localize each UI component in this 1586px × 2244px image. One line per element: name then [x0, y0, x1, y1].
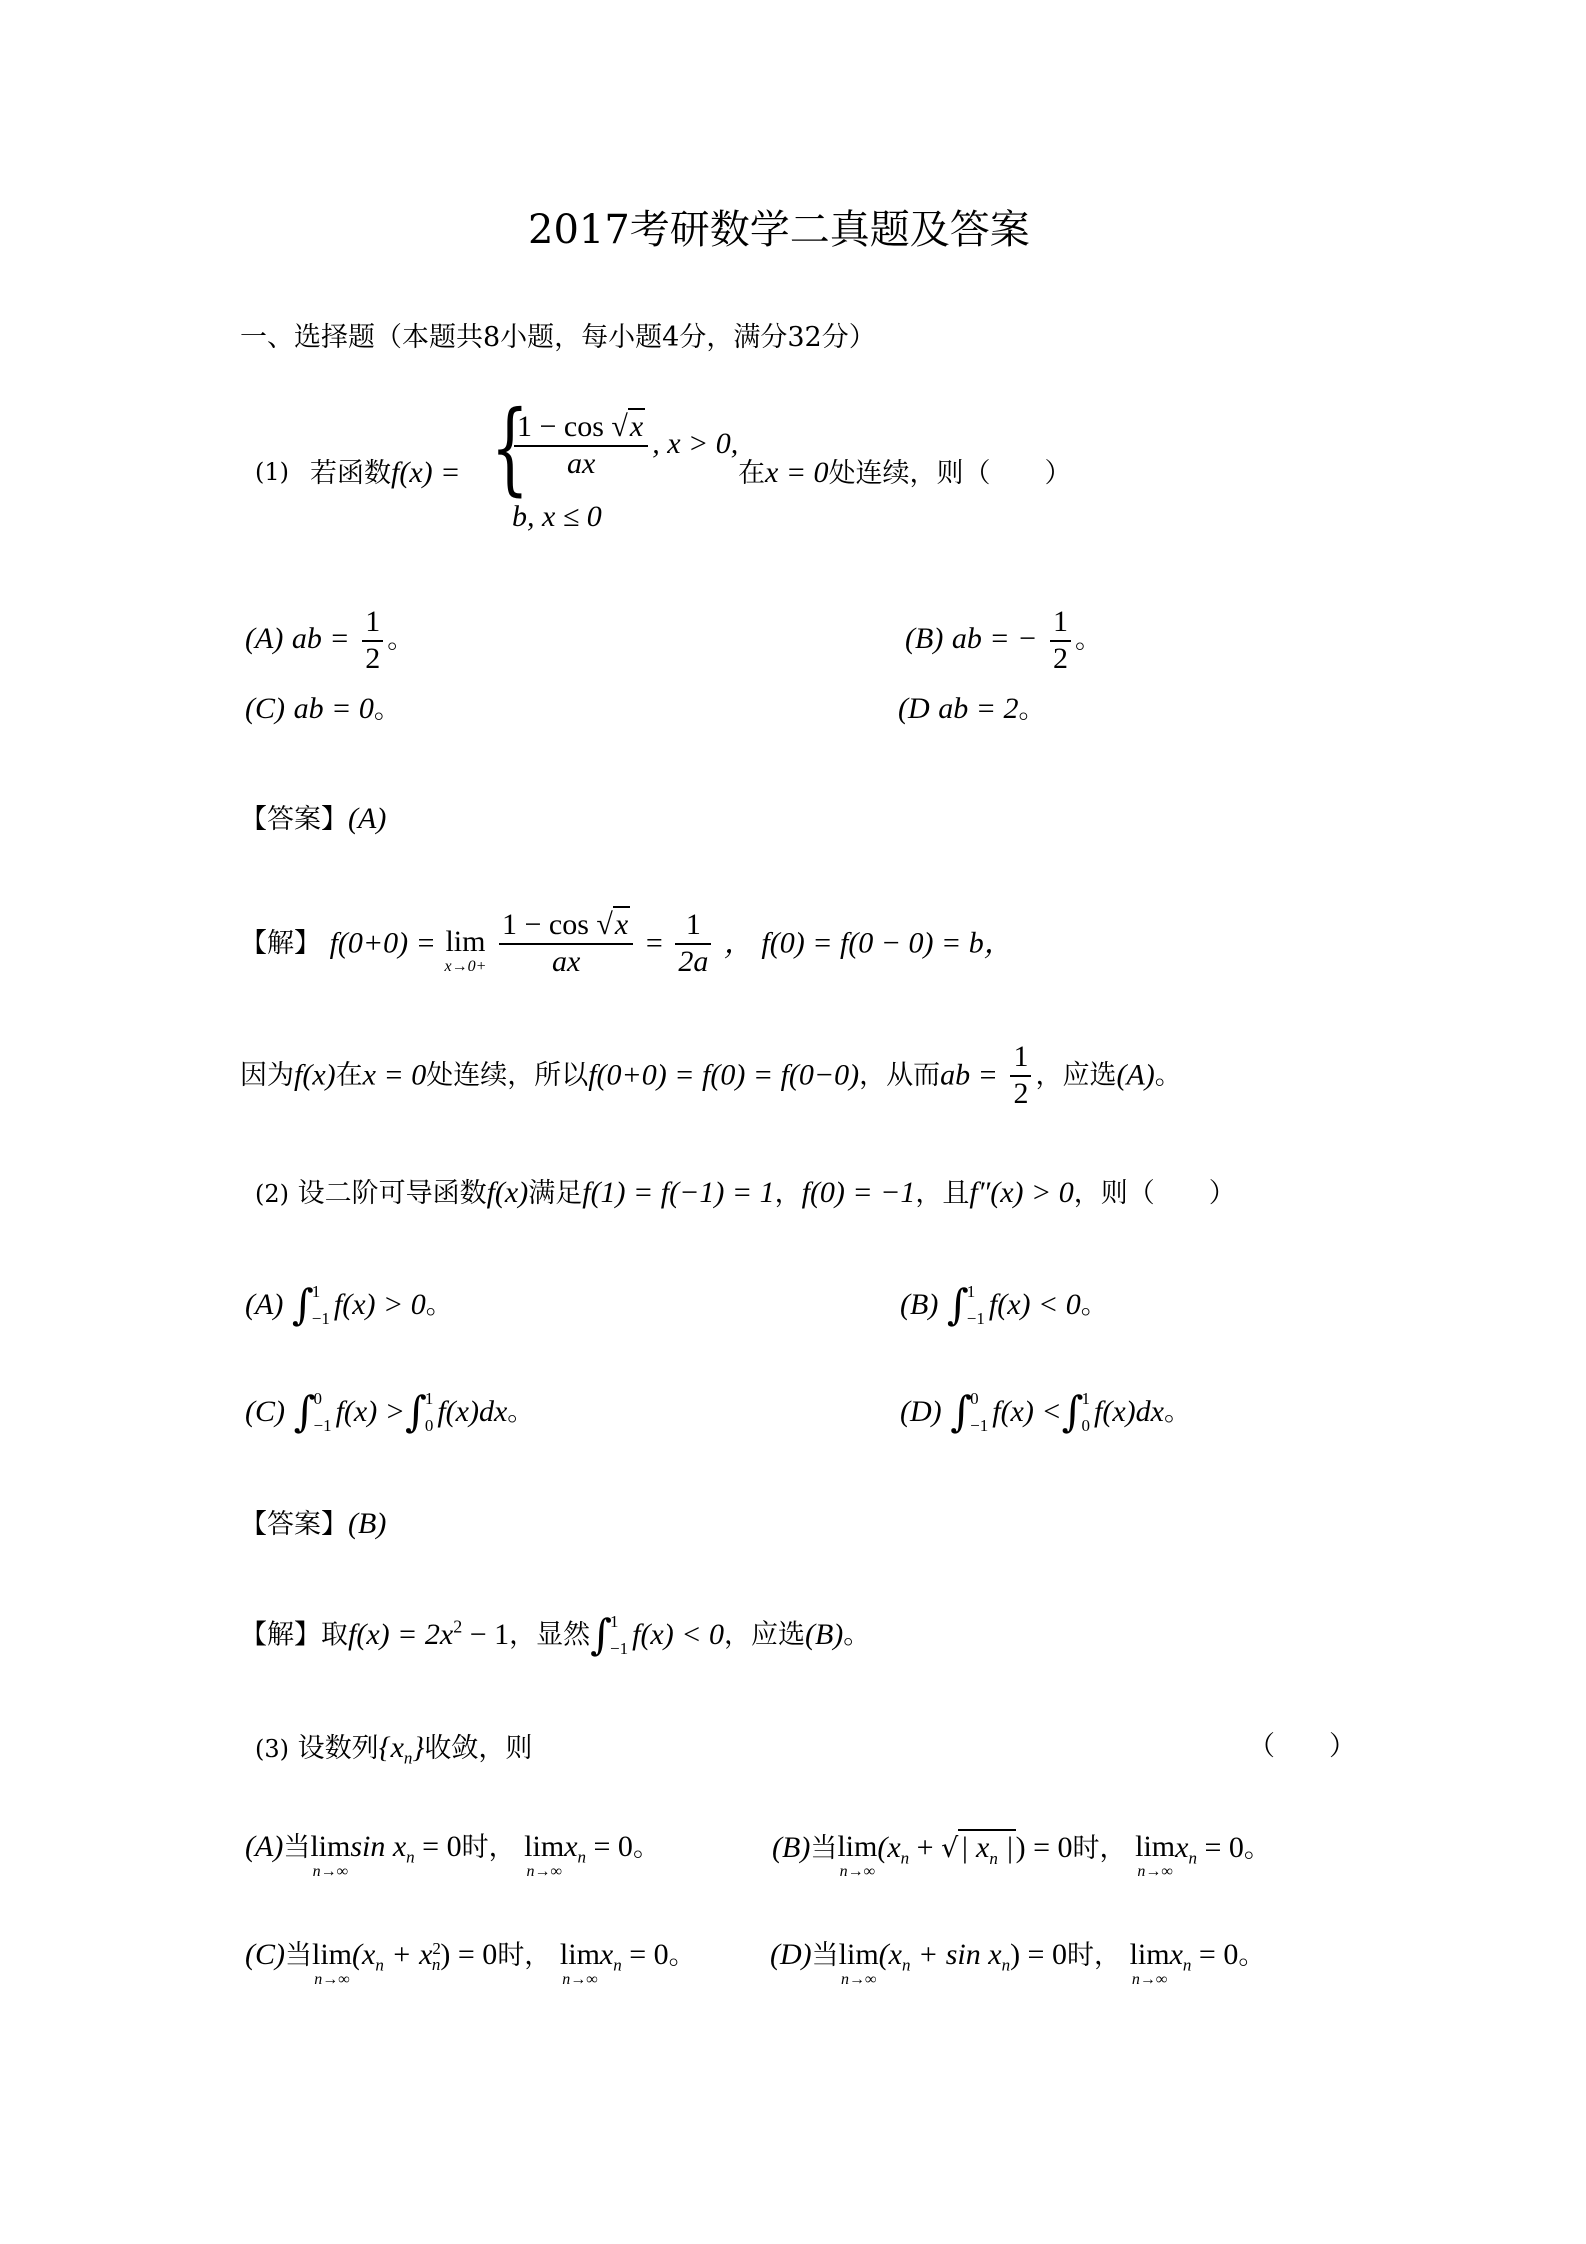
- question-3-paren: （ ）: [1248, 1731, 1356, 1762]
- question-3: (3) 设数列$\{x_n\}$收敛，则: [255, 1731, 533, 1768]
- q2-option-b: (B) ∫ 1 −1 f(x) < 0。: [900, 1280, 1108, 1330]
- q3-option-d: (D)当 lim n→∞ $(x_n + \sin x_n) = 0$时， lim n→∞ $x_n = 0$。: [770, 1938, 1266, 1988]
- question-1-number: (1): [255, 458, 289, 486]
- page-title: 2017考研数学二真题及答案: [528, 207, 1030, 253]
- piecewise-case-2: b, x ≤ 0: [512, 500, 602, 533]
- q1-answer: 【答案】(A): [240, 802, 387, 835]
- section-heading: 一、选择题（本题共8小题，每小题4分，满分32分）: [240, 322, 876, 353]
- q2-option-c: (C) ∫ 0 −1 f(x) >∫ 1 0 f(x)dx。: [245, 1387, 535, 1437]
- q3-option-a: (A)当 lim n→∞ $\sin x_n = 0$时， lim n→∞ $x_n = 0$。: [245, 1830, 660, 1880]
- integral-sign: ∫: [1061, 1387, 1084, 1437]
- q1-option-d: (D ab = 2。: [898, 692, 1046, 725]
- integral-sign: ∫: [291, 1280, 314, 1330]
- question-2: (2) 设二阶可导函数f(x)满足f(1) = f(−1) = 1，f(0) = −1，且f″(x) > 0，则（ ）: [255, 1176, 1236, 1209]
- q1-option-a: (A) ab = $\frac{1}{2}$ 。: [245, 605, 415, 675]
- q2-solution: 【解】取$f(x) = 2x^2 - 1$，显然∫ 1 −1 f(x) < 0，应选(B)。: [240, 1610, 871, 1660]
- q3-option-b: (B)当 lim n→∞ ($x_n$ + √| $x_n$ |) = 0时， lim n→∞ $x_n = 0$。: [772, 1830, 1271, 1880]
- integral-sign: ∫: [293, 1387, 316, 1437]
- integral-sign: ∫: [950, 1387, 973, 1437]
- q2-option-d: (D) ∫ 0 −1 f(x) <∫ 1 0 f(x)dx。: [900, 1387, 1191, 1437]
- q2-option-a: (A) ∫ 1 −1 f(x) > 0。: [245, 1280, 453, 1330]
- case1-fraction: $\frac{1 - \cos √x}{ax}$: [514, 410, 648, 481]
- question-1-condition: 在x = 0处连续，则（ ）: [738, 456, 1072, 489]
- integral-sign: ∫: [590, 1610, 613, 1660]
- q1-option-b: (B) ab = − $\frac{1}{2}$ 。: [905, 605, 1102, 675]
- q1-solution: 【解】 f(0+0) = lim x→0+ $\frac{1 - \cos √x}{ax}$ = $\frac{1}{2a}$ ， f(0) = f(0 − 0) = b，: [240, 908, 1014, 978]
- q3-option-c: (C)当 lim n→∞ $(x_n + x^2_n) = 0$时， lim n→∞ $x_n = 0$。: [245, 1938, 696, 1988]
- question-1-stem: 若函数f(x) =: [310, 456, 461, 489]
- piecewise-case-1: $\frac{1 - \cos √x}{ax}$ , x > 0,: [510, 410, 738, 481]
- piecewise-brace: {: [490, 389, 529, 506]
- integral-sign: ∫: [946, 1280, 969, 1330]
- integral-sign: ∫: [404, 1387, 427, 1437]
- q2-answer: 【答案】(B): [240, 1507, 387, 1540]
- q1-conclusion: 因为f(x)在x = 0处连续，所以f(0+0) = f(0) = f(0−0)，从而ab = $\frac{1}{2}$ ，应选(A)。: [240, 1040, 1182, 1110]
- q1-option-c: (C) ab = 0。: [245, 692, 401, 725]
